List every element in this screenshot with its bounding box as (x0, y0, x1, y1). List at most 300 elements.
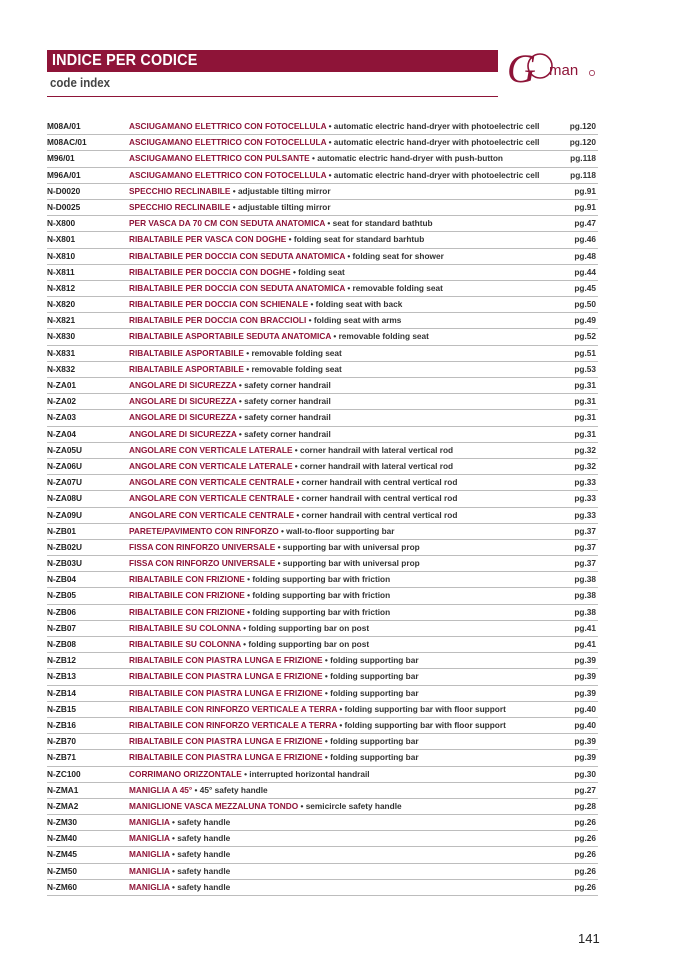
product-description (129, 200, 331, 215)
english-name: wall-to-floor supporting bar (286, 525, 395, 536)
italian-name: ANGOLARE CON VERTICALE CENTRALE (129, 493, 295, 504)
bullet-separator: • (192, 784, 200, 795)
product-code: N-ZM50 (47, 865, 77, 876)
bullet-separator: • (278, 525, 287, 536)
italian-name: MANIGLIONE VASCA MEZZALUNA TONDO (129, 800, 299, 811)
english-name: folding seat with arms (313, 315, 402, 326)
product-code: N-ZB05 (47, 590, 77, 601)
product-description (129, 475, 457, 490)
page-reference: pg.31 (574, 428, 596, 439)
product-description (129, 249, 444, 264)
english-name: folding supporting bar (330, 752, 419, 763)
italian-name: ANGOLARE CON VERTICALE CENTRALE (129, 509, 295, 520)
page-reference: pg.31 (574, 396, 596, 407)
bullet-separator: • (275, 558, 283, 569)
english-name: folding seat (298, 266, 345, 277)
bullet-separator: • (236, 428, 245, 439)
english-name: safety handle (177, 833, 231, 844)
bullet-separator: • (337, 703, 345, 714)
product-description (129, 815, 230, 830)
product-code: N-ZB02U (47, 541, 83, 552)
english-name: semicircle safety handle (305, 800, 402, 811)
english-name: adjustable tilting mirror (237, 185, 331, 196)
page-reference: pg.44 (574, 266, 596, 277)
bullet-separator: • (244, 606, 253, 617)
product-description (129, 864, 230, 879)
page-reference: pg.52 (574, 331, 596, 342)
table-row (47, 346, 598, 362)
page-reference: pg.120 (569, 121, 596, 131)
table-row (47, 378, 598, 394)
bullet-separator: • (325, 218, 333, 229)
table-row (47, 459, 598, 475)
page-reference: pg.39 (574, 752, 596, 763)
product-code: N-X812 (47, 282, 76, 293)
product-description (129, 572, 390, 587)
english-name: removable folding seat (338, 331, 429, 342)
italian-name: ANGOLARE CON VERTICALE LATERALE (129, 444, 293, 455)
table-row (47, 734, 598, 750)
product-description (129, 168, 539, 183)
header-rule (47, 96, 498, 97)
table-row (47, 767, 598, 783)
english-name: removable folding seat (251, 347, 342, 358)
table-row (47, 588, 598, 604)
english-name: 45° safety handle (199, 784, 268, 795)
english-name: safety handle (177, 817, 231, 828)
italian-name: RIBALTABILE CON PIASTRA LUNGA E FRIZIONE (129, 687, 323, 698)
bullet-separator: • (244, 590, 253, 601)
page-reference: pg.27 (574, 784, 596, 795)
bullet-separator: • (169, 865, 178, 876)
bullet-separator: • (306, 315, 314, 326)
italian-name: RIBALTABILE PER VASCA CON DOGHE (129, 234, 287, 245)
product-code: N-X811 (47, 266, 75, 277)
product-code: N-X820 (47, 299, 76, 310)
table-row (47, 637, 598, 653)
table-row (47, 702, 598, 718)
page-reference: pg.118 (570, 169, 596, 180)
italian-name: ANGOLARE CON VERTICALE CENTRALE (129, 477, 295, 488)
italian-name: ANGOLARE DI SICUREZZA (129, 380, 237, 390)
product-code: N-ZM40 (47, 833, 77, 844)
product-description (129, 880, 230, 895)
english-name: safety corner handrail (244, 412, 331, 423)
table-row (47, 410, 598, 426)
page-reference: pg.38 (574, 574, 596, 585)
italian-name: RIBALTABILE PER DOCCIA CON SEDUTA ANATOMICA (129, 282, 346, 293)
english-name: folding supporting bar with friction (252, 606, 391, 617)
product-code: M96/01 (47, 153, 75, 164)
page-reference: pg.41 (574, 622, 596, 633)
table-row (47, 572, 598, 588)
english-name: removable folding seat (251, 363, 342, 374)
english-name: supporting bar with universal prop (282, 558, 420, 569)
product-description (129, 119, 539, 134)
product-description (129, 686, 419, 701)
table-row (47, 621, 598, 637)
product-code: M96A/01 (47, 169, 81, 180)
bullet-separator: • (294, 493, 302, 504)
bullet-separator: • (243, 363, 252, 374)
page-reference: pg.33 (574, 477, 596, 488)
page-reference: pg.38 (574, 590, 596, 601)
page-number: 141 (578, 931, 600, 946)
table-row (47, 394, 598, 410)
product-code: N-ZA05U (47, 444, 83, 455)
italian-name: MANIGLIA (129, 865, 170, 876)
english-name: automatic electric hand-dryer with photoelectric cell (333, 169, 540, 180)
english-name: folding supporting bar with friction (252, 574, 391, 585)
page-title: INDICE PER CODICE (52, 52, 198, 69)
english-name: supporting bar with universal prop (282, 541, 420, 552)
page-reference: pg.39 (574, 655, 596, 666)
product-description (129, 184, 331, 199)
page-reference: pg.120 (569, 137, 596, 148)
product-code: N-ZB14 (47, 687, 77, 698)
table-row (47, 718, 598, 734)
product-code: N-ZM45 (47, 849, 77, 860)
bullet-separator: • (294, 509, 302, 520)
page-reference: pg.91 (574, 201, 596, 212)
product-description (129, 588, 390, 603)
table-row (47, 540, 598, 556)
page-reference: pg.39 (574, 687, 596, 698)
italian-name: ASCIUGAMANO ELETTRICO CON PULSANTE (129, 153, 310, 164)
product-code: N-X830 (47, 331, 76, 342)
product-description (129, 378, 331, 393)
product-code: N-ZB01 (47, 525, 77, 536)
bullet-separator: • (322, 752, 331, 763)
product-code: N-D0025 (47, 201, 81, 212)
english-name: folding supporting bar (330, 655, 419, 666)
bullet-separator: • (322, 655, 331, 666)
italian-name: CORRIMANO ORIZZONTALE (129, 768, 242, 779)
product-description (129, 799, 402, 814)
table-row (47, 135, 598, 151)
italian-name: ANGOLARE DI SICUREZZA (129, 428, 237, 439)
italian-name: RIBALTABILE CON FRIZIONE (129, 574, 245, 585)
product-code: M08A/01 (47, 121, 81, 131)
english-name: folding supporting bar (330, 687, 419, 698)
table-row (47, 265, 598, 281)
bullet-separator: • (240, 622, 249, 633)
product-code: N-ZMA2 (47, 800, 79, 811)
italian-name: PER VASCA DA 70 CM CON SEDUTA ANATOMICA (129, 218, 326, 229)
product-description (129, 410, 331, 425)
english-name: corner handrail with central vertical rod (301, 477, 458, 488)
italian-name: SPECCHIO RECLINABILE (129, 201, 231, 212)
product-description (129, 637, 369, 652)
italian-name: RIBALTABILE CON RINFORZO VERTICALE A TERRA (129, 703, 338, 714)
italian-name: SPECCHIO RECLINABILE (129, 185, 231, 196)
page-reference: pg.45 (574, 282, 596, 293)
bullet-separator: • (169, 833, 178, 844)
product-description (129, 669, 419, 684)
english-name: folding supporting bar on post (248, 622, 370, 633)
italian-name: ANGOLARE DI SICUREZZA (129, 396, 237, 407)
product-code: N-ZB13 (47, 671, 77, 682)
bullet-separator: • (169, 817, 178, 828)
table-row (47, 329, 598, 345)
page-reference: pg.26 (574, 817, 596, 828)
bullet-separator: • (326, 169, 334, 180)
bullet-separator: • (298, 800, 306, 811)
table-row (47, 443, 598, 459)
table-row (47, 362, 598, 378)
italian-name: RIBALTABILE PER DOCCIA CON SCHIENALE (129, 299, 309, 310)
english-name: safety corner handrail (244, 396, 331, 407)
bullet-separator: • (309, 153, 318, 164)
english-name: safety handle (177, 881, 231, 892)
english-name: safety corner handrail (244, 428, 331, 439)
product-description (129, 605, 390, 620)
product-code: N-ZMA1 (47, 784, 79, 795)
table-row (47, 847, 598, 863)
italian-name: MANIGLIA (129, 817, 170, 828)
product-code: N-X832 (47, 363, 76, 374)
italian-name: RIBALTABILE CON FRIZIONE (129, 590, 245, 601)
table-row (47, 232, 598, 248)
product-description (129, 281, 443, 296)
product-description (129, 847, 230, 862)
product-description (129, 653, 419, 668)
page-reference: pg.41 (574, 639, 596, 649)
product-description (129, 232, 424, 247)
italian-name: ASCIUGAMANO ELETTRICO CON FOTOCELLULA (129, 169, 327, 180)
product-code: N-ZB06 (47, 606, 77, 617)
product-description (129, 135, 539, 150)
bullet-separator: • (275, 541, 283, 552)
italian-name: RIBALTABILE ASPORTABILE (129, 363, 244, 374)
italian-name: RIBALTABILE CON PIASTRA LUNGA E FRIZIONE (129, 655, 323, 666)
bullet-separator: • (286, 234, 294, 245)
brand-logo (505, 44, 605, 88)
product-description (129, 524, 394, 539)
table-row (47, 750, 598, 766)
page-reference: pg.31 (574, 412, 596, 423)
bullet-separator: • (244, 574, 253, 585)
table-row (47, 605, 598, 621)
table-row (47, 313, 598, 329)
page-reference: pg.33 (574, 493, 596, 504)
product-description (129, 750, 419, 765)
table-row (47, 831, 598, 847)
product-code: N-X821 (47, 315, 76, 326)
page-reference: pg.31 (574, 380, 596, 390)
english-name: safety handle (177, 865, 231, 876)
table-row (47, 783, 598, 799)
bullet-separator: • (236, 380, 245, 390)
italian-name: RIBALTABILE ASPORTABILE SEDUTA ANATOMICA (129, 331, 332, 342)
product-code: N-ZA02 (47, 396, 77, 407)
bullet-separator: • (331, 331, 339, 342)
table-row (47, 297, 598, 313)
page-reference: pg.46 (574, 234, 596, 245)
bullet-separator: • (326, 137, 334, 148)
bullet-separator: • (240, 639, 249, 649)
page-reference: pg.26 (574, 833, 596, 844)
table-row (47, 281, 598, 297)
bullet-separator: • (290, 266, 299, 277)
english-name: corner handrail with lateral vertical rod (300, 460, 454, 471)
product-code: N-ZM60 (47, 881, 77, 892)
bullet-separator: • (345, 250, 353, 261)
product-description (129, 362, 342, 377)
italian-name: RIBALTABILE CON FRIZIONE (129, 606, 245, 617)
table-row (47, 815, 598, 831)
page-reference: pg.53 (574, 363, 596, 374)
product-code: N-ZB03U (47, 558, 83, 569)
italian-name: ASCIUGAMANO ELETTRICO CON FOTOCELLULA (129, 121, 327, 131)
english-name: folding seat for standard barhtub (293, 234, 425, 245)
table-row (47, 216, 598, 232)
product-code: N-ZB08 (47, 639, 77, 649)
product-code: N-ZB04 (47, 574, 77, 585)
product-code: N-ZB70 (47, 736, 77, 747)
bullet-separator: • (230, 201, 238, 212)
english-name: corner handrail with lateral vertical rod (300, 444, 454, 455)
bullet-separator: • (326, 121, 334, 131)
product-description (129, 491, 457, 506)
product-code: N-X801 (47, 234, 76, 245)
table-row (47, 249, 598, 265)
table-row (47, 508, 598, 524)
product-description (129, 394, 331, 409)
italian-name: RIBALTABILE CON PIASTRA LUNGA E FRIZIONE (129, 736, 323, 747)
bullet-separator: • (236, 412, 245, 423)
table-row (47, 880, 598, 896)
italian-name: RIBALTABILE PER DOCCIA CON BRACCIOLI (129, 315, 307, 326)
table-row (47, 184, 598, 200)
product-description (129, 718, 506, 733)
bullet-separator: • (292, 444, 300, 455)
table-row (47, 524, 598, 540)
product-code: N-ZA01 (47, 380, 77, 390)
english-name: folding supporting bar (330, 671, 419, 682)
bullet-separator: • (169, 849, 178, 860)
product-description (129, 702, 506, 717)
english-name: folding seat with back (315, 299, 403, 310)
bullet-separator: • (322, 687, 331, 698)
page-reference: pg.49 (574, 315, 596, 326)
english-name: adjustable tilting mirror (237, 201, 331, 212)
page-reference: pg.51 (574, 347, 596, 358)
italian-name: RIBALTABILE CON RINFORZO VERTICALE A TERRA (129, 719, 338, 730)
italian-name: RIBALTABILE PER DOCCIA CON SEDUTA ANATOMICA (129, 250, 346, 261)
page-reference: pg.40 (574, 719, 596, 730)
registered-mark-icon (589, 70, 594, 75)
table-row (47, 427, 598, 443)
italian-name: ANGOLARE DI SICUREZZA (129, 412, 237, 423)
product-description (129, 329, 429, 344)
table-row (47, 119, 598, 135)
product-code: N-ZA04 (47, 428, 77, 439)
table-row (47, 200, 598, 216)
bullet-separator: • (169, 881, 178, 892)
page-reference: pg.28 (574, 800, 596, 811)
product-code: N-ZA07U (47, 477, 83, 488)
logo-word: man (549, 62, 579, 79)
table-row (47, 669, 598, 685)
product-code: N-X831 (47, 347, 76, 358)
page-reference: pg.91 (574, 185, 596, 196)
page-reference: pg.32 (574, 444, 596, 455)
bullet-separator: • (308, 299, 316, 310)
product-code: N-ZC100 (47, 768, 81, 779)
english-name: folding supporting bar (330, 736, 419, 747)
product-code: M08AC/01 (47, 137, 87, 148)
page-reference: pg.39 (574, 671, 596, 682)
table-row (47, 168, 598, 184)
italian-name: RIBALTABILE PER DOCCIA CON DOGHE (129, 266, 291, 277)
italian-name: MANIGLIA (129, 849, 170, 860)
page-reference: pg.30 (574, 768, 596, 779)
bullet-separator: • (243, 347, 252, 358)
product-code: N-ZB15 (47, 703, 77, 714)
product-description (129, 297, 402, 312)
product-description (129, 556, 420, 571)
italian-name: RIBALTABILE ASPORTABILE (129, 347, 244, 358)
page-reference: pg.37 (574, 541, 596, 552)
page-reference: pg.38 (574, 606, 596, 617)
page-reference: pg.48 (574, 250, 596, 261)
product-code: N-D0020 (47, 185, 81, 196)
product-description (129, 427, 331, 442)
italian-name: ASCIUGAMANO ELETTRICO CON FOTOCELLULA (129, 137, 327, 148)
product-code: N-ZM30 (47, 817, 77, 828)
table-row (47, 491, 598, 507)
english-name: corner handrail with central vertical rod (301, 509, 458, 520)
product-description (129, 831, 230, 846)
italian-name: RIBALTABILE CON PIASTRA LUNGA E FRIZIONE (129, 752, 323, 763)
code-index-table (47, 119, 598, 896)
product-code: N-ZB12 (47, 655, 77, 666)
english-name: folding seat for shower (352, 250, 444, 261)
product-description (129, 783, 268, 798)
bullet-separator: • (345, 282, 353, 293)
page-reference: pg.40 (574, 703, 596, 714)
product-code: N-ZB07 (47, 622, 77, 633)
page-reference: pg.37 (574, 558, 596, 569)
page-reference: pg.39 (574, 736, 596, 747)
product-code: N-ZB71 (47, 752, 77, 763)
page-reference: pg.33 (574, 509, 596, 520)
product-code: N-ZA09U (47, 509, 83, 520)
english-name: corner handrail with central vertical rod (301, 493, 458, 504)
product-code: N-X800 (47, 218, 76, 229)
page-reference: pg.50 (574, 299, 596, 310)
italian-name: FISSA CON RINFORZO UNIVERSALE (129, 541, 276, 552)
english-name: seat for standard bathtub (332, 218, 433, 229)
english-name: interrupted horizontal handrail (249, 768, 370, 779)
logo-letter-g: G (507, 46, 536, 88)
page-reference: pg.32 (574, 460, 596, 471)
page-reference: pg.47 (574, 218, 596, 229)
table-row (47, 556, 598, 572)
english-name: folding supporting bar with floor support (344, 719, 506, 730)
product-description (129, 540, 420, 555)
italian-name: ANGOLARE CON VERTICALE LATERALE (129, 460, 293, 471)
product-description (129, 216, 433, 231)
english-name: removable folding seat (352, 282, 443, 293)
english-name: safety handle (177, 849, 231, 860)
table-row (47, 475, 598, 491)
product-description (129, 151, 503, 166)
english-name: folding supporting bar with floor support (344, 703, 506, 714)
product-description (129, 346, 342, 361)
bullet-separator: • (322, 736, 331, 747)
